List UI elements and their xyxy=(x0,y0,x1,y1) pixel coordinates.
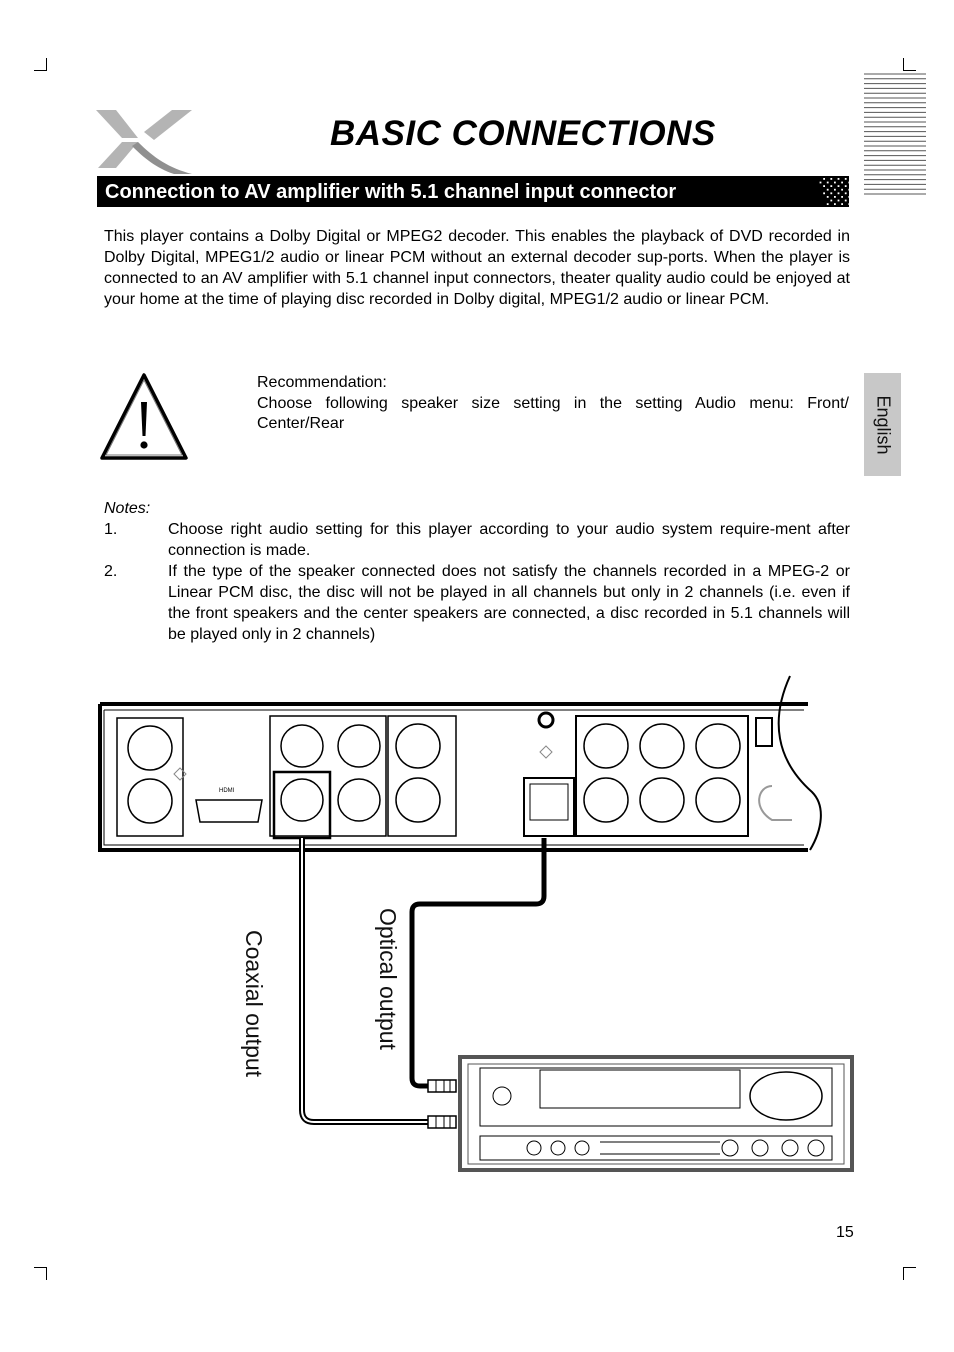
recommendation-text: Choose following speaker size setting in the setting Audio menu: Front/ Center/Rear xyxy=(257,394,849,432)
av-amplifier-front-icon xyxy=(460,1057,852,1170)
note-number: 1. xyxy=(104,521,118,538)
recommendation-block xyxy=(257,373,849,435)
intro-paragraph: This player contains a Dolby Digital or MPEG2 decoder. This enables the playback of DVD recorded in Dolby Digital, MPEG1/2 audio or linear PCM without an external decoder sup-ports. When the player is connected to an AV amplifier with 5.1 channel input connectors, theater quality audio could be enjoyed at your home at the time of playing disc recorded in Dolby digital, MPEG1/2 audio or linear PCM. xyxy=(104,228,850,308)
dvd-player-rear-panel-icon xyxy=(100,676,821,850)
language-tab[interactable] xyxy=(864,373,901,476)
list-item xyxy=(104,519,850,561)
note-text: If the type of the speaker connected does not satisfy the channels recorded in a MPEG-2 or Linear PCM disc, the disc will not be played in all channels but only in 2 channels (i.e. even if the front speakers and the center speakers are connected, a disc recorded in 5.1 channels will be played only in 2 channels) xyxy=(168,563,850,643)
page-number: 15 xyxy=(836,1224,854,1241)
svg-text:HDMI: HDMI xyxy=(219,788,235,794)
optical-output-label: Optical output xyxy=(375,908,401,1050)
crop-mark-bottom-left xyxy=(34,1267,47,1280)
list-item xyxy=(104,561,850,645)
decorative-stripes xyxy=(862,72,928,200)
crop-mark-top-right xyxy=(903,58,916,71)
crop-mark-bottom-right xyxy=(903,1267,916,1280)
section-heading: Connection to AV amplifier with 5.1 channel input connector xyxy=(105,181,677,203)
section-bar-dither xyxy=(812,176,852,207)
note-number: 2. xyxy=(104,563,118,580)
notes-heading: Notes: xyxy=(104,500,151,517)
notes-block xyxy=(104,498,850,645)
crop-mark-top-left xyxy=(34,58,47,71)
language-tab-label: English xyxy=(873,394,893,455)
recommendation-label: Recommendation: xyxy=(257,374,387,391)
note-text: Choose right audio setting for this player according to your audio system require-ment after connection is made. xyxy=(168,521,850,559)
page-title: BASIC CONNECTIONS xyxy=(330,114,716,153)
coaxial-output-label: Coaxial output xyxy=(241,930,267,1078)
warning-triangle-icon xyxy=(100,372,188,462)
connection-diagram xyxy=(0,660,954,1190)
xoro-x-logo-icon xyxy=(94,108,194,176)
connection-cables xyxy=(302,838,544,1128)
